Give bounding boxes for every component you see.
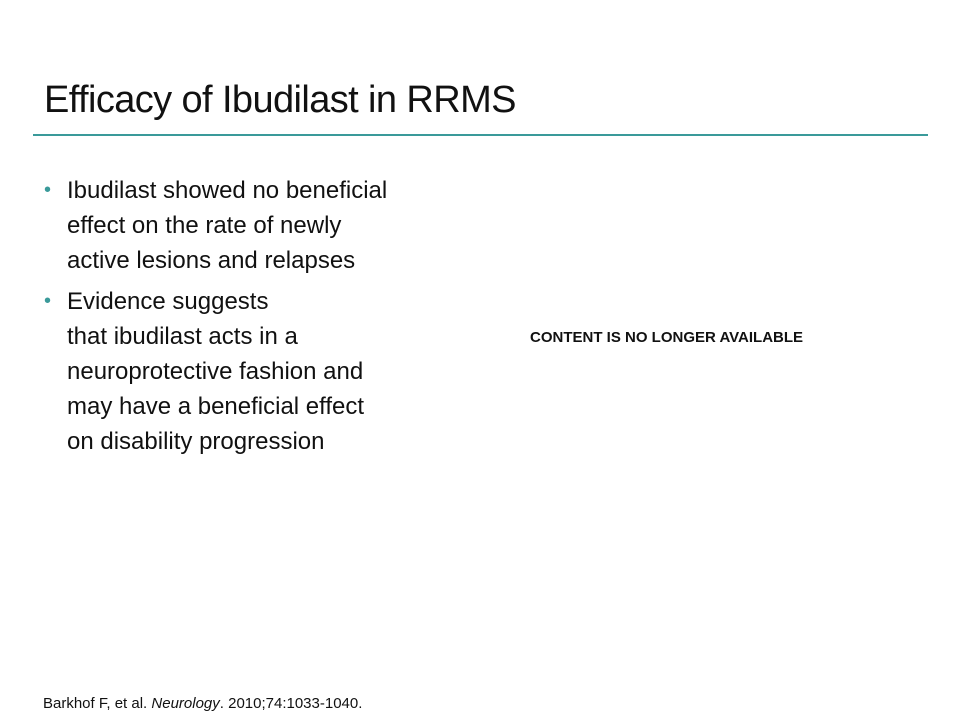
bullet-dot-icon: • xyxy=(44,290,52,312)
bullet-list xyxy=(44,173,474,465)
citation xyxy=(43,694,362,714)
citation-details: . 2010;74:1033-1040. xyxy=(219,695,363,712)
citation-authors: Barkhof F, et al. xyxy=(43,695,152,712)
bullet-line: on disability progression xyxy=(67,428,325,455)
bullet-line: Ibudilast showed no beneficial xyxy=(67,177,388,204)
content-unavailable-notice: CONTENT IS NO LONGER AVAILABLE xyxy=(530,329,804,346)
citation-journal: Neurology xyxy=(151,695,220,712)
slide-title: Efficacy of Ibudilast in RRMS xyxy=(44,79,516,121)
bullet-line: effect on the rate of newly xyxy=(67,212,342,239)
bullet-line: that ibudilast acts in a xyxy=(67,323,298,350)
bullet-line: Evidence suggests xyxy=(67,288,269,315)
bullet-dot-icon: • xyxy=(44,179,52,201)
bullet-item xyxy=(44,284,474,459)
bullet-line: active lesions and relapses xyxy=(67,247,356,274)
bullet-line: neuroprotective fashion and xyxy=(67,358,364,385)
title-divider xyxy=(33,134,928,136)
bullet-item xyxy=(44,173,474,278)
bullet-line: may have a beneficial effect xyxy=(67,393,365,420)
